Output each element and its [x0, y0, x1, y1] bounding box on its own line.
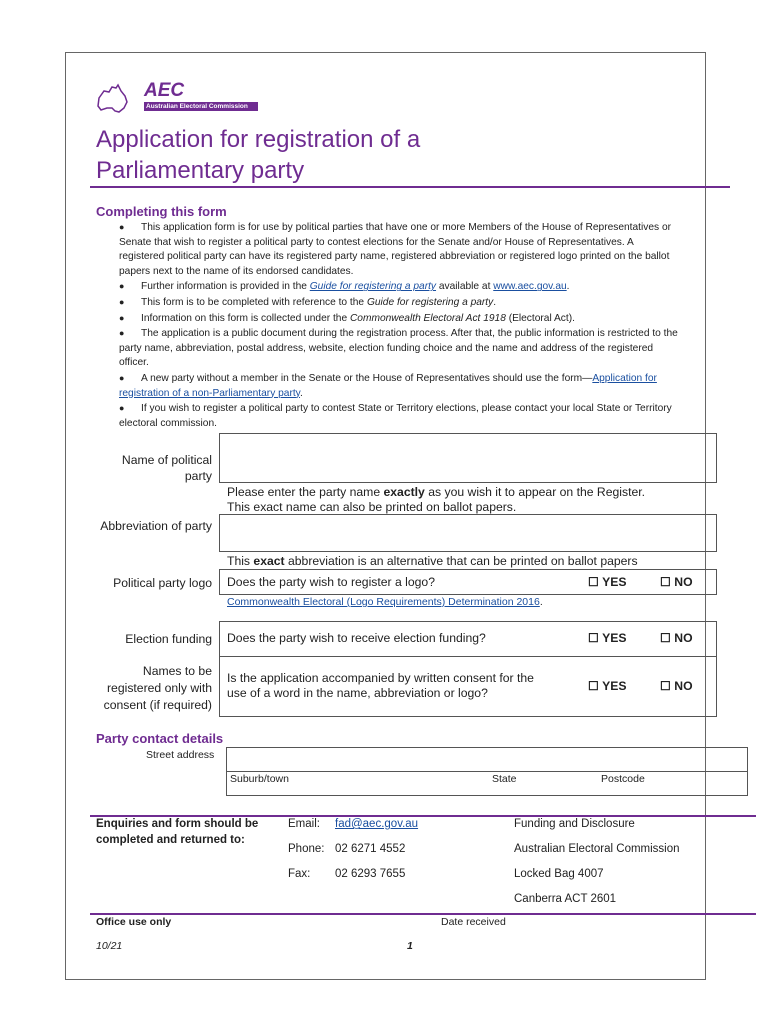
consent-question: Is the application accompanied by written consent for the use of a word in the name, abbreviation or logo?: [227, 671, 534, 700]
completing-heading: Completing this form: [96, 204, 227, 219]
street-label: Street address: [146, 749, 215, 761]
suburb-label: Suburb/town: [230, 773, 289, 785]
address-line-1: Funding and Disclosure: [514, 818, 635, 830]
non-parliamentary-form-link[interactable]: Application for registration of a non-Parliamentary party: [119, 372, 657, 399]
enquiries-text: Enquiries and form should be completed and returned to:: [96, 818, 259, 846]
list-item: ● Further information is provided in the Guide for registering a party available at www.aec.gov.au.: [119, 281, 570, 293]
abbreviation-label: Abbreviation of party: [100, 519, 212, 533]
funding-label: Election funding: [125, 632, 212, 646]
logo-yes-checkbox[interactable]: ☐ YES: [588, 575, 627, 589]
fax-value: 02 6293 7655: [335, 868, 406, 880]
address-line-3: Locked Bag 4007: [514, 868, 604, 880]
list-item: ● If you wish to register a political party to contest State or Territory elections, please contact your local State or Territory electoral commission.: [119, 403, 672, 429]
list-item: ● This application form is for use by political parties that have one or more Members of the House of Representatives or Senate that wish to register a political party to contest elections for the Senate and/or House of Representatives. A registered political party can have its registered party name, registered abbreviation or registered logo printed on the ballot papers next to the name of its endorsed candidates.: [119, 222, 672, 277]
logo-label: Political party logo: [113, 576, 212, 590]
state-label: State: [492, 773, 517, 785]
logo-determination-link[interactable]: Commonwealth Electoral (Logo Requirements) Determination 2016: [227, 596, 540, 608]
logo-determination-note: Commonwealth Electoral (Logo Requirements) Determination 2016.: [227, 596, 543, 608]
abbreviation-note: This exact abbreviation is an alternative that can be printed on ballot papers: [227, 554, 638, 568]
phone-label: Phone:: [288, 843, 325, 855]
funding-question: Does the party wish to receive election funding?: [227, 631, 486, 645]
contact-heading: Party contact details: [96, 731, 224, 746]
funding-no-checkbox[interactable]: ☐ NO: [660, 631, 693, 645]
party-name-note: Please enter the party name exactly as you wish it to appear on the Register. This exact name can also be printed on ballot papers.: [227, 485, 646, 514]
logo-no-checkbox[interactable]: ☐ NO: [660, 575, 693, 589]
page-title: Application for registration of a Parliamentary party: [96, 126, 421, 184]
funding-yes-checkbox[interactable]: ☐ YES: [588, 631, 627, 645]
list-item: ● This form is to be completed with reference to the Guide for registering a party.: [119, 296, 497, 308]
email-label: Email:: [288, 818, 320, 830]
consent-yes-checkbox[interactable]: ☐ YES: [588, 679, 627, 693]
address-line-2: Australian Electoral Commission: [514, 843, 680, 855]
aec-website-link[interactable]: www.aec.gov.au: [493, 281, 567, 293]
phone-value: 02 6271 4552: [335, 843, 406, 855]
abbreviation-input[interactable]: [219, 514, 717, 552]
consent-label: Names to be registered only with consent (if required): [103, 664, 212, 712]
list-item: ● The application is a public document during the registration process. After that, the public information is restricted to the party name, abbreviation, postal address, website, election funding choice and the name and address of the registered officer.: [119, 328, 678, 369]
address-line-4: Canberra ACT 2601: [514, 893, 617, 905]
instructions-list: [119, 220, 679, 431]
australia-map-icon: [96, 82, 130, 116]
aec-logo: [96, 82, 266, 118]
office-rule: [90, 913, 756, 915]
email-link[interactable]: fad@aec.gov.au: [335, 818, 419, 830]
page-number: 1: [407, 940, 413, 952]
date-received-label: Date received: [441, 916, 506, 928]
title-rule: [90, 186, 730, 188]
suburb-state-postcode-input[interactable]: [226, 771, 748, 796]
logo-text: AEC: [144, 80, 185, 101]
party-name-label: Name of political party: [121, 453, 212, 483]
party-name-input[interactable]: [219, 433, 717, 483]
logo-subtitle: Australian Electoral Commission: [146, 103, 248, 110]
postcode-label: Postcode: [601, 773, 645, 785]
version-label: 10/21: [96, 940, 123, 952]
logo-question: Does the party wish to register a logo?: [227, 575, 435, 589]
consent-no-checkbox[interactable]: ☐ NO: [660, 679, 693, 693]
street-input[interactable]: [226, 747, 748, 772]
fax-label: Fax:: [288, 868, 311, 880]
guide-link[interactable]: Guide for registering a party: [309, 281, 437, 293]
list-item: ● A new party without a member in the Senate or the House of Representatives should use the form—Application for registration of a non-Parliamentary party.: [119, 372, 657, 399]
list-item: ● Information on this form is collected under the Commonwealth Electoral Act 1918 (Electoral Act).: [119, 312, 575, 324]
office-use-label: Office use only: [96, 916, 172, 928]
